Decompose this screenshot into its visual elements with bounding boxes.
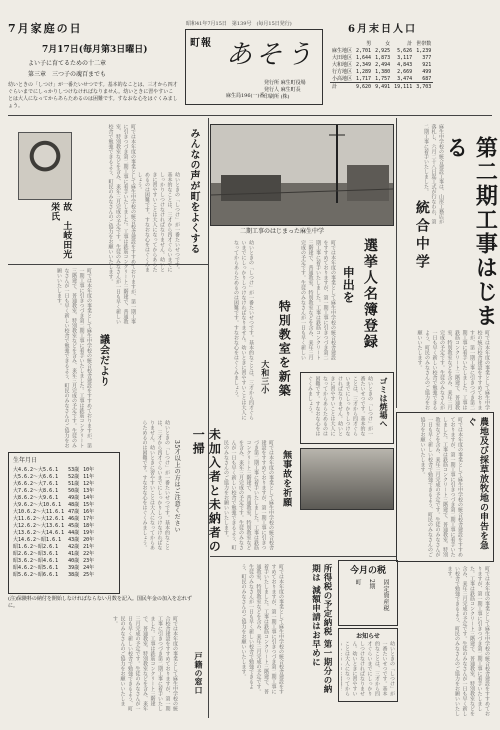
population-col: 世帯数 [416,41,432,47]
population-male: 1,289 [356,68,372,75]
notice-title: お知らせ [356,633,380,640]
birth-range: 大11.6.2〜大12.6.1 [13,516,65,522]
agri-land-box [396,412,494,562]
portrait-photo [18,132,72,200]
birth-range: 大13.6.2〜大14.6.1 [13,530,65,536]
family-day-heading: 7月家庭の日 [8,22,83,35]
main-headline: 第二期工事はじまる [442,136,499,328]
publisher-value: 麻生町役場 [280,80,306,86]
photo-caption: 二期工事のはじまった麻生中学 [240,228,325,235]
monthly-tax-item: 2期 [368,579,375,590]
population-total: 3,474 [397,75,413,82]
masthead-title: あそう [226,40,317,70]
population-households: 1,239 [416,47,432,54]
population-area: 行方地区 [332,69,353,75]
birth-table-box [8,452,120,594]
unenrolled-text: 幼いときの「しつけ」が一番たいせつです。基本的なことは、三才から四才ぐらいまでにしっかりしつけなければなりません。幼いときに習やすいことは大人になってからあらためるのは困難です。すなおな心をはぐくみましょう。 [141,420,170,550]
population-female: 2,925 [375,47,391,54]
family-day-date: 7月17日(毎月第3日曜日) [42,45,148,55]
population-area: 大田地区 [332,55,353,61]
school-photo-svg [211,125,393,225]
birth-range: 大9.6.2〜大10.6.1 [13,502,62,508]
monthly-tax-title: 今月の税 [349,566,386,576]
main-lead: 麻生中学校の統合建設工事は、山形工務店が落札し、六月二十八日起工式が行なわれ、第二期工事に着手いたしました。 [423,124,444,224]
population-households: 3,703 [416,83,432,90]
birth-age: 38歳 [68,572,80,578]
election-title: 選挙人名簿登録 [361,238,378,350]
special-class-place: 大和三小 [260,360,271,394]
birth-range: 大6.6.2〜大7.6.1 [13,481,59,487]
unenrolled-sub: 35才以上の方はご注意ください [173,440,181,534]
population-area: 計 [332,84,338,90]
birth-years: 25年 [83,572,95,578]
population-female: 1,757 [375,75,391,82]
birth-age: 43歳 [68,537,80,543]
birth-age: 40歳 [68,558,80,564]
section-rule [8,264,208,265]
column-rule [396,118,397,408]
population-row-total [330,83,433,91]
accident-free-text: 町では本年度の事業として麻生中学校の統合校舎建設をすすめておりますが、第一期工事に引きつづき第二期工事に着手いたしました。工事は鉄筋コンクリート三階建で、普通教室、特別教室などを含み、来年三月完成の予定です。生徒のみなさんが一日も早く新しい校舎で勉強できるよう、町民のみなさんのご協力をお願いいたします。 [223,440,274,550]
table-row [11,480,96,487]
population-area: 大和地区 [332,62,353,68]
main-subheadline: 統合中学 [413,200,430,272]
birth-table-heading: 生年月日 [13,457,38,464]
birth-years: 10年 [83,467,95,473]
birth-years: 13年 [83,488,95,494]
bottom-right-text: 町では本年度の事業として麻生中学校の統合校舎建設をすすめておりますが、第一期工事に引きつづき第二期工事に着手いたしました。工事は鉄筋コンクリート三階建で、普通教室、特別教室などを含み、来年三月完成の予定です。生徒のみなさんが一日も早く新しい校舎で勉強できるよう、町民のみなさんのご協力をお願いいたします。 [446,566,490,716]
birth-years: 17年 [83,516,95,522]
monthly-tax-item: 固定資産税 [382,579,389,612]
population-total: 4,843 [397,61,413,68]
top-rule [8,115,492,116]
table-row [11,522,96,529]
birth-age: 52歳 [68,474,80,480]
population-total: 2,669 [397,68,413,75]
unenrolled-title: 未加入者と未納者の一掃 [191,428,222,554]
table-row [11,529,96,536]
birth-range: 大4.6.2〜大5.6.1 [13,467,59,473]
population-male: 9,620 [356,83,372,90]
monthly-tax-item: 町 [354,579,361,586]
population-row [330,47,433,54]
birth-years: 14年 [83,495,95,501]
birth-age: 53歳 [68,467,80,473]
school-photo [210,124,394,226]
birth-years: 21年 [83,544,95,550]
masthead-phone: 麻生局196(一)番 [226,93,265,99]
special-class-text: 幼いときの「しつけ」が一番たいせつです。基本的なことは、三才から四才ぐらいまでにしっかりしつけなければなりません。幼いときに習やすいことは大人になってからあらためるのは困難です。すなおな心をはぐくみましょう。 [233,240,254,420]
family-day-subtitle: よい子に育てるための十二章 [28,60,107,67]
population-total: 3,117 [397,54,413,61]
birth-age: 48歳 [68,502,80,508]
column-rule [208,118,209,718]
table-row [11,501,96,508]
birth-years: 16年 [83,509,95,515]
birth-years: 23年 [83,558,95,564]
family-register-title: 戸籍の窓口 [194,652,204,695]
birth-years: 24年 [83,565,95,571]
election-text: 町では本年度の事業として麻生中学校の統合校舎建設をすすめておりますが、第一期工事に引きつづき第二期工事に着手いたしました。工事は鉄筋コンクリート三階建で、普通教室、特別教室などを含み、来年三月完成の予定です。生徒のみなさんが一日も早く新しい [300,240,336,360]
population-female: 1,380 [375,68,391,75]
birth-range: 昭4.6.2〜昭5.6.1 [13,565,59,571]
council-title: 議会だより [97,334,109,387]
table-row [11,487,96,494]
population-row [330,75,433,83]
agri-land-text: 町では本年度の事業として麻生中学校の統合校舎建設をすすめておりますが、第一期工事に引きつづき第二期工事に着手いたしました。工事は鉄筋コンクリート三階建で、普通教室、特別教室などを含み、来年三月完成の予定です。生徒のみなさんが一日も早く新しい校舎で勉強できるよう、町民のみなさんのご協力をお願いいたします。 [419,417,463,557]
birth-age: 44歳 [68,530,80,536]
birth-years: 18年 [83,523,95,529]
publisher-value: (株) [280,94,290,100]
population-households: 499 [422,68,432,75]
tax-title: 所得税の予定納税 第一期分の納期は 減額申請はお早めに [310,564,332,694]
birth-range: 大7.6.2〜大8.6.1 [13,488,59,494]
obituary-title: 故 土岐田光栄氏 [49,202,72,259]
table-row [11,508,96,515]
public-voice-box [136,124,204,274]
masthead [185,29,323,105]
population-households: 921 [422,61,432,68]
population-row [330,61,433,68]
birth-age: 46歳 [68,516,80,522]
section-rule [210,556,396,557]
table-row [11,466,96,473]
population-households: 687 [422,75,432,82]
population-male: 1,644 [356,54,372,61]
garbage-title: ゴミは焼場へ [379,377,389,428]
birth-table [11,466,96,578]
population-area: 麻生地区 [332,48,353,54]
publisher-label: 発行所 [264,80,280,86]
population-box [330,20,492,112]
birth-years: 22年 [83,551,95,557]
birth-range: 大14.6.2〜昭1.6.1 [13,537,62,543]
ceremony-photo [300,448,394,510]
table-row [11,473,96,480]
agri-land-title: 農地及び採草放牧地の申告を急ぐ [465,417,488,550]
population-row [330,68,433,75]
notice-box [338,628,398,702]
birth-range: 昭3.6.2〜昭4.6.1 [13,558,59,564]
birth-age: 42歳 [68,544,80,550]
monthly-tax-box [338,560,398,626]
population-total: 5,626 [397,47,413,54]
birth-age: 41歳 [68,551,80,557]
birth-age: 51歳 [68,481,80,487]
masthead-title-prefix: 町報 [190,38,212,49]
public-voice-title: みんなの声が町をよくする [188,128,199,254]
masthead-publisher [264,80,320,101]
population-male: 1,717 [356,75,372,82]
population-total: 19,111 [394,83,413,90]
birth-years: 19年 [83,530,95,536]
publisher-label: 発行人 [264,87,280,93]
population-female: 9,491 [375,83,391,90]
family-day-chapter: 第三章 三つ子の魂百までも [28,71,107,78]
birth-range: 昭2.6.2〜昭3.6.1 [13,551,59,557]
population-male: 2,701 [356,47,372,54]
birth-table-note: (注)保険料の納付を開始しなければならない月数を記入。国民年金の加入を忘れずに。 [8,596,192,609]
population-households: 377 [422,54,432,61]
family-day-box [8,20,178,112]
population-col: 男 [366,41,372,47]
population-male: 2,349 [356,61,372,68]
obituary-box [8,124,86,259]
population-row [330,54,433,61]
population-table [330,40,433,90]
birth-years: 11年 [83,474,95,480]
table-row [11,564,96,571]
population-area: 小高地区 [332,76,353,82]
birth-years: 12年 [83,481,95,487]
obituary-text: 町では本年度の事業として麻生中学校の統合校舎建設をすすめておりますが、第一期工事に引きつづき第二期工事に着手いたしました。工事は鉄筋コンクリート三階建で、普通教室、特別教室などを含み、来年三月完成の予定です。生徒のみなさんが一日も早く新しい校舎で勉強できるよう、町民のみなさんのご協力をお願いいたします。 [107,124,136,324]
accident-free-title: 無事故を祈願 [281,450,292,507]
birth-years: 20年 [83,537,95,543]
publisher-value: 麻生町長 [280,87,301,93]
birth-range: 昭1.6.2〜昭2.6.1 [13,544,59,550]
table-row [11,536,96,543]
birth-range: 大8.6.2〜大9.6.1 [13,495,59,501]
special-class-title: 特別教室を新築 [277,300,292,398]
tax-text: 町では本年度の事業として麻生中学校の統合校舎建設をすすめておりますが、第一期工事に引きつづき第二期工事に着手いたしました。工事は鉄筋コンクリート三階建で、普通教室、特別教室などを含み、来年三月完成の予定です。生徒のみなさんが一日も早く新しい校舎で勉強できるよう、町民のみなさんのご協力をお願いいたします。 [240,564,284,694]
population-female: 2,494 [375,61,391,68]
birth-age: 47歳 [68,509,80,515]
population-col: 女 [385,41,391,47]
birth-range: 大10.6.2〜大11.6.1 [13,509,65,515]
population-female: 1,873 [375,54,391,61]
council-text: 町では本年度の事業として麻生中学校の統合校舎建設をすすめておりますが、第一期工事に引きつづき第二期工事に着手いたしました。工事は鉄筋コンクリート三階建で、普通教室、特別教室などを含み、来年三月完成の予定です。生徒のみなさんが一日も早く新しい校舎で勉強できるよう、町民のみなさんのご協力をお願いいたします。 [56,268,92,448]
birth-age: 50歳 [68,488,80,494]
election-sub: 申出を [341,266,356,304]
table-row [11,515,96,522]
publisher-label: 印刷所 [264,94,280,100]
birth-range: 大12.6.2〜大13.6.1 [13,523,65,529]
public-voice-text: 幼いときの「しつけ」が一番たいせつです。基本的なことは、三才から四才ぐらいまでにしっかりしつけなければなりません。幼いときに習やすいことは大人になってからあらためるのは困難です。すなおな心をはぐくみましょう。 [136,172,180,272]
table-row [11,571,96,578]
family-register-text: 町では本年度の事業として麻生中学校の統合校舎建設をすすめておりますが、第一期工事に引きつづき第二期工事に着手いたしました。工事は鉄筋コンクリート三階建で、普通教室、特別教室などを含み、来年三月完成の予定です。生徒のみなさんが一日も早く新しい校舎で勉強できるよう、町民のみなさんのご協力をお願いいたします。 [112,616,178,711]
birth-age: 49歳 [68,495,80,501]
tax-box [214,560,334,700]
main-body: 町では本年度の事業として麻生中学校の統合校舎建設をすすめておりますが、第一期工事に引きつづき第二期工事に着手いたしました。工事は鉄筋コンクリート三階建で、普通教室、特別教室などを含み、来年三月完成の予定です。生徒のみなさんが一日も早く新しい校舎で勉強できるよう、町民のみなさんのご協力をお願いいたします。 [416,330,490,410]
table-row [11,550,96,557]
birth-age: 39歳 [68,565,80,571]
family-register-box [8,612,208,716]
table-row [11,543,96,550]
table-row [11,557,96,564]
garbage-text: 幼いときの「しつけ」が一番たいせつです。基本的なことは、三才から四才ぐらいまでにしっかりしつけなければなりません。幼いときに習やすいことは大人になってからあらためるのは困難です。すなおな心をはぐくみましょう。 [307,376,373,436]
issue-line: 昭和41年7月15日 第139号 (毎月15日発行) [186,21,292,27]
family-day-body: 幼いときの「しつけ」が一番たいせつです。基本的なことは、三才から四才ぐらいまでにしっかりしつけなければなりません。幼いときに習やすいことは大人になってからあらためるのは困難です。すなおな心をはぐくみましょう。 [8,82,178,109]
population-col [330,40,354,47]
birth-age: 45歳 [68,523,80,529]
garbage-box [300,372,394,444]
notice-text: 幼いときの「しつけ」が一番たいせつです。基本的なことは、三才から四才ぐらいまでにしっかりしつけなければなりません。幼いときに習やすいことは大人になってから [344,641,395,696]
birth-range: 大5.6.2〜大6.6.1 [13,474,59,480]
table-row [11,494,96,501]
birth-years: 15年 [83,502,95,508]
birth-range: 昭5.6.2〜昭6.6.1 [13,572,59,578]
population-heading: 6月末日人口 [348,24,417,35]
population-col: 計 [407,41,413,47]
